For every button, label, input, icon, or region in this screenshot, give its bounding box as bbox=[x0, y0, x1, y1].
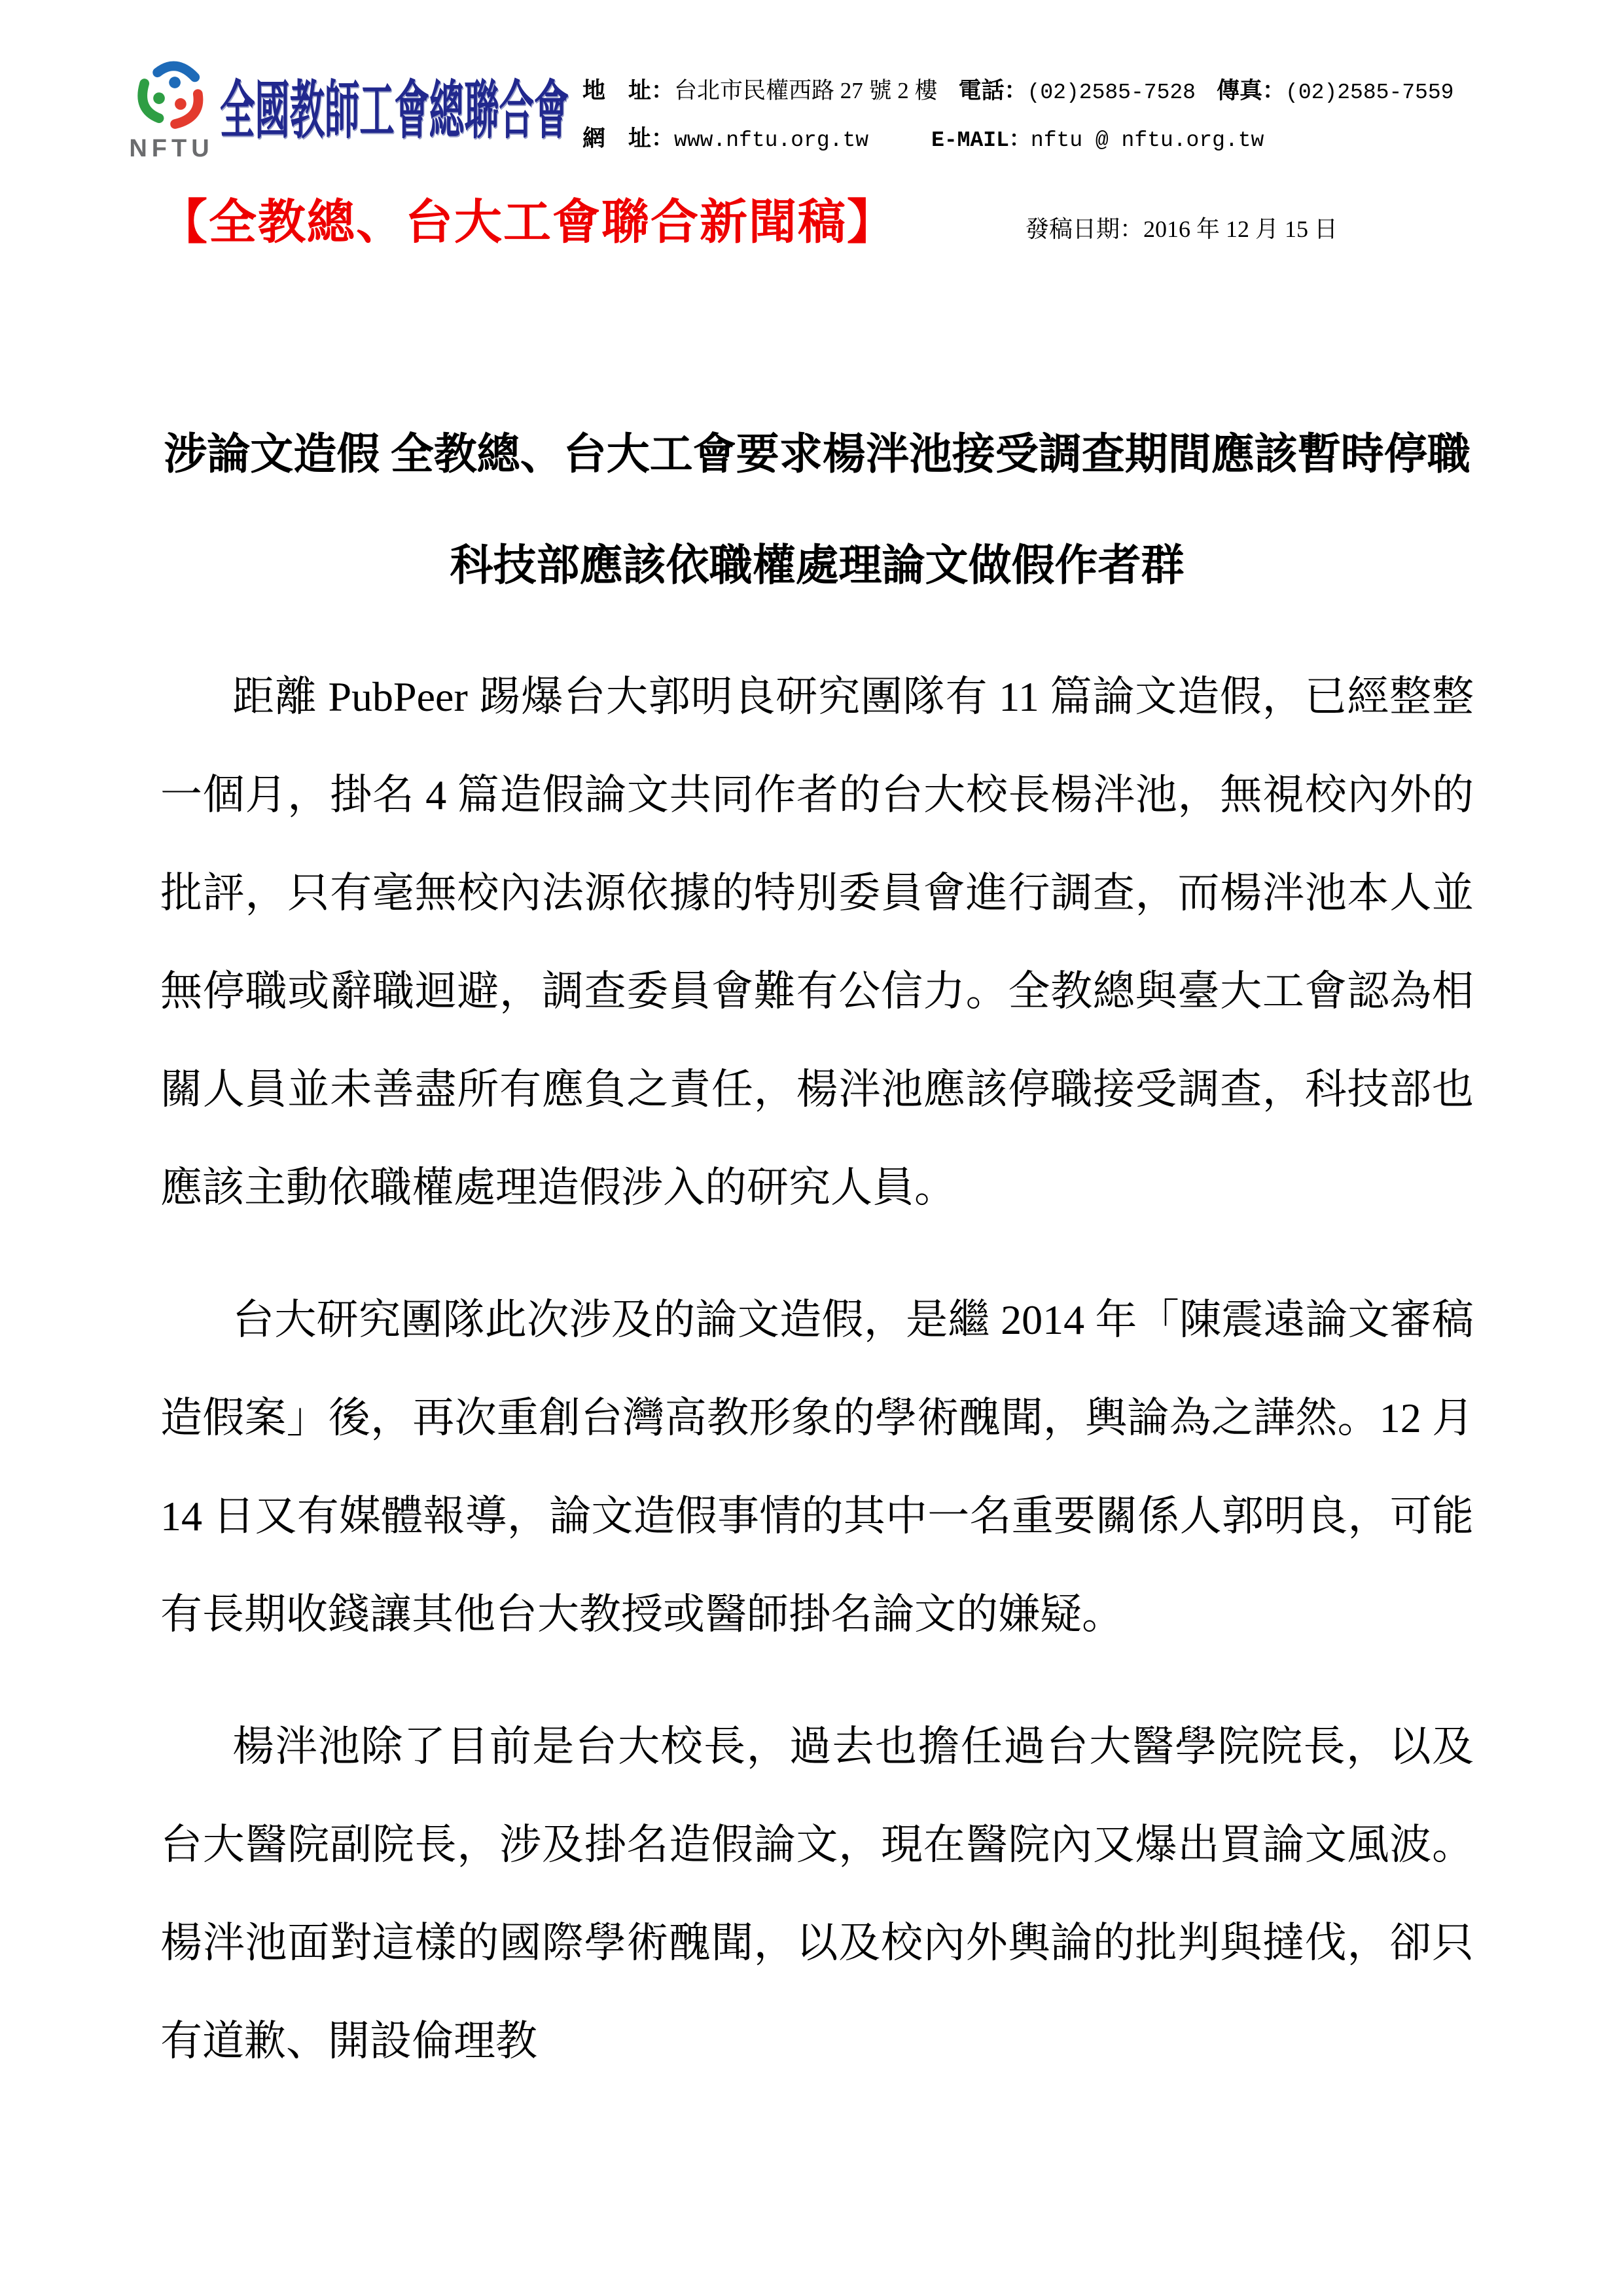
release-date-value: 2016 年 12 月 15 日 bbox=[1143, 216, 1338, 242]
email-value: nftu @ nftu.org.tw bbox=[1030, 128, 1264, 152]
contact-line-2 bbox=[582, 120, 1454, 160]
article-paragraph-1: 距離 PubPeer 踢爆台大郭明良研究團隊有 11 篇論文造假，已經整整一個月，掛名 4 篇造假論文共同作者的台大校長楊泮池，無視校內外的批評，只有毫無校內法源依據的特別委員會進行調查，而楊泮池本人並無停職或辭職迴避，調查委員會難有公信力。全教總與臺大工會認為相關人員並未善盡所有應負之責任，楊泮池應該停職接受調查，科技部也應該主動依職權處理造假涉入的研究人員。 bbox=[160, 673, 1474, 1211]
release-date bbox=[1026, 211, 1338, 252]
address-value: 台北市民權西路 27 號 2 樓 bbox=[674, 78, 938, 103]
headline-line-1: 涉論文造假 全教總、台大工會要求楊泮池接受調查期間應該暫時停職 bbox=[164, 431, 1471, 478]
phone-value: (02)2585-7528 bbox=[1027, 81, 1196, 105]
nftu-acronym: NFTU bbox=[129, 135, 214, 162]
website-label: 網 址： bbox=[582, 126, 675, 151]
article-paragraph-2: 台大研究團隊此次涉及的論文造假，是繼 2014 年「陳震遠論文審稿造假案」後，再次重創台灣高教形象的學術醜聞，輿論為之譁然。12 月 14 日又有媒體報導，論文造假事情的其中一名重要關係人郭明良，可能有長期收錢讓其他台大教授或醫師掛名論文的嫌疑。 bbox=[160, 1297, 1474, 1638]
address-label: 地 址： bbox=[582, 78, 675, 103]
website-value: www.nftu.org.tw bbox=[674, 128, 869, 152]
fax-label: 傳真： bbox=[1217, 78, 1286, 103]
headline-line-2: 科技部應該依職權處理論文做假作者群 bbox=[450, 542, 1185, 590]
article-body bbox=[160, 648, 1474, 2090]
phone-label: 電話： bbox=[958, 78, 1027, 103]
email-label: E-MAIL： bbox=[931, 128, 1031, 152]
fax-value: (02)2585-7559 bbox=[1285, 81, 1454, 105]
contact-line-1 bbox=[582, 72, 1454, 112]
press-release-banner bbox=[0, 168, 1623, 252]
nftu-logo-icon bbox=[133, 56, 210, 134]
letterhead bbox=[0, 0, 1623, 168]
release-date-label: 發稿日期： bbox=[1025, 216, 1143, 242]
org-name: 全國教師工會總聯合會 bbox=[220, 75, 569, 147]
nftu-logo bbox=[123, 56, 573, 163]
contact-info bbox=[582, 56, 1454, 168]
press-release-title: 【全教總、台大工會聯合新聞稿】 bbox=[160, 196, 896, 249]
article bbox=[160, 399, 1474, 2090]
article-paragraph-3: 楊泮池除了目前是台大校長，過去也擔任過台大醫學院院長，以及台大醫院副院長，涉及掛名造假論文，現在醫院內又爆出買論文風波。楊泮池面對這樣的國際學術醜聞，以及校內外輿論的批判與撻伐，卻只有道歉、開設倫理教 bbox=[160, 1723, 1474, 2064]
nftu-logo-badge bbox=[123, 56, 220, 163]
article-headline bbox=[160, 399, 1474, 622]
